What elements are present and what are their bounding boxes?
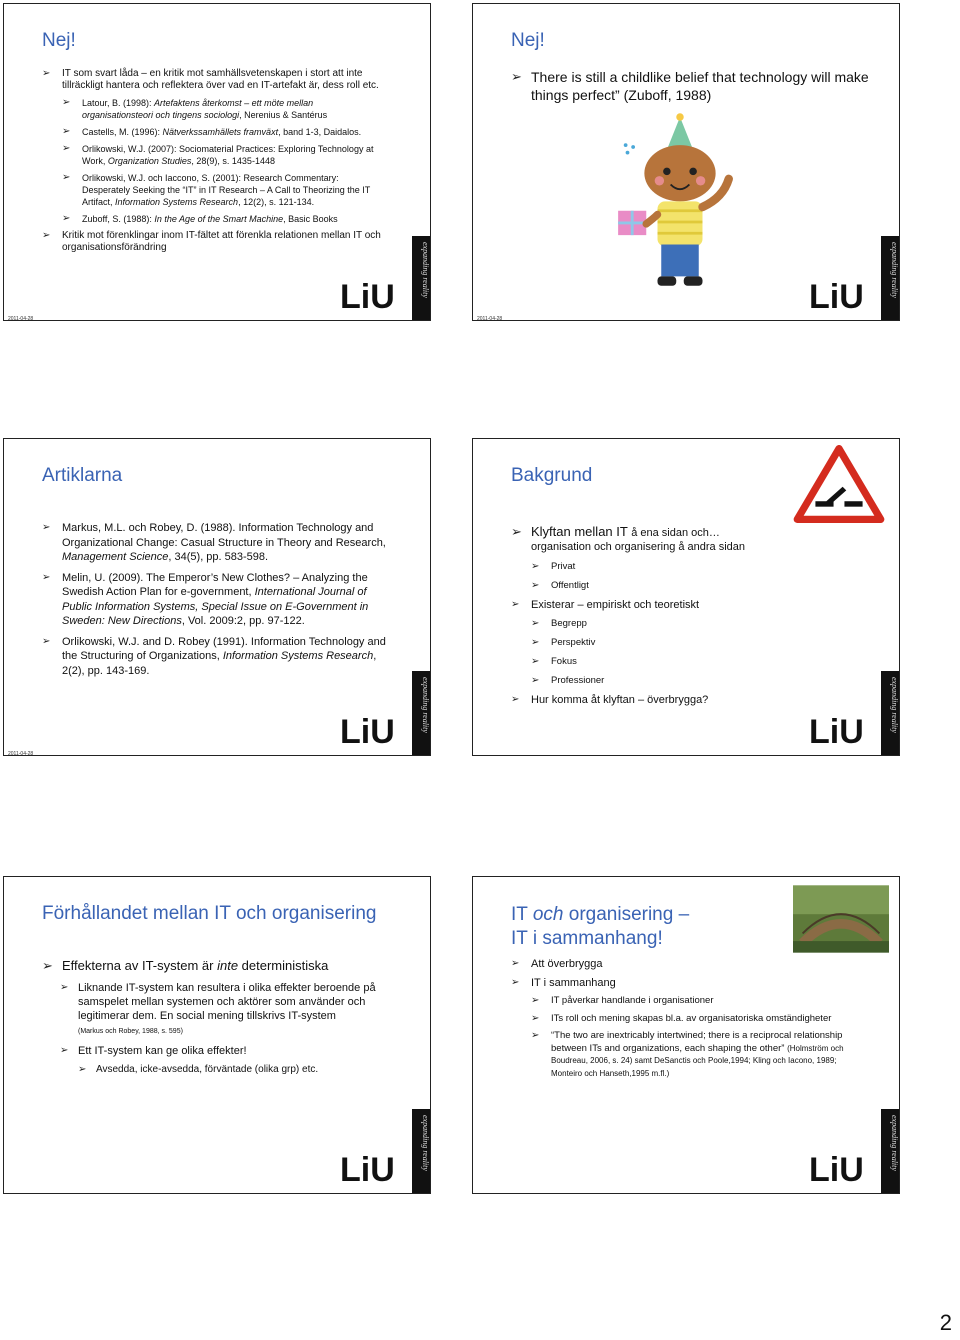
article-item: ➢ Markus, M.L. och Robey, D. (1988). Information Technology and Organizational Change: Casual Structure in Theory and Research, Management Science, 34(5), pp. 583-598. bbox=[42, 522, 386, 563]
reference-item: ➢ Latour, B. (1998): Artefaktens återkomst – ett möte mellan organisationsteori och tingens sociologi, Nerenius & Santérus bbox=[62, 97, 328, 120]
svg-text:expanding reality: expanding reality bbox=[421, 242, 430, 298]
arrow-bullet-icon: ➢ bbox=[60, 1045, 69, 1056]
sub-bullet: ➢ Begrepp bbox=[531, 618, 587, 629]
slide-it-och-organisering bbox=[472, 876, 900, 1194]
sub-sub-bullet: ➢ Avsedda, icke-avsedda, förväntade (olika grp) etc. bbox=[78, 1064, 319, 1075]
arrow-bullet-icon: ➢ bbox=[78, 1064, 87, 1075]
slide-artiklarna bbox=[3, 438, 431, 756]
liu-logo-icon bbox=[334, 671, 430, 755]
liu-logo-icon bbox=[803, 1109, 899, 1193]
reference-item: ➢ Castells, M. (1996): Nätverkssamhällets framväxt, band 1-3, Daidalos. bbox=[62, 126, 362, 137]
arrow-bullet-icon: ➢ bbox=[511, 694, 520, 705]
slide-title: Artiklarna bbox=[42, 465, 123, 486]
slide-title: Nej! bbox=[42, 30, 76, 51]
svg-text:LiU: LiU bbox=[809, 1151, 864, 1189]
slide-title: Nej! bbox=[511, 30, 545, 51]
arrow-bullet-icon: ➢ bbox=[531, 1012, 540, 1024]
arrow-bullet-icon: ➢ bbox=[62, 172, 71, 183]
arrow-bullet-icon: ➢ bbox=[511, 958, 520, 969]
arrow-bullet-icon: ➢ bbox=[531, 1030, 540, 1041]
bullet: ➢ Hur komma åt klyftan – överbrygga? bbox=[511, 694, 709, 706]
svg-text:LiU: LiU bbox=[809, 713, 864, 751]
arrow-bullet-icon: ➢ bbox=[531, 561, 540, 572]
liu-logo-icon bbox=[334, 1109, 430, 1193]
arrow-bullet-icon: ➢ bbox=[42, 635, 51, 647]
arrow-bullet-icon: ➢ bbox=[531, 675, 540, 686]
svg-text:LiU: LiU bbox=[809, 278, 864, 316]
liu-logo-icon bbox=[803, 671, 899, 755]
svg-text:expanding reality: expanding reality bbox=[421, 677, 430, 733]
reference-item: ➢ Zuboff, S. (1988): In the Age of the Smart Machine, Basic Books bbox=[62, 213, 338, 224]
bullet: ➢ Kritik mot förenklingar inom IT-fältet att förenkla relationen mellan IT och organisationsförändring bbox=[42, 230, 381, 253]
slide-forhallandet bbox=[3, 876, 431, 1194]
svg-text:LiU: LiU bbox=[340, 278, 395, 316]
svg-text:expanding reality: expanding reality bbox=[890, 677, 899, 733]
slide-title: Förhållandet mellan IT och organisering bbox=[42, 903, 377, 924]
arrow-bullet-icon: ➢ bbox=[531, 995, 540, 1006]
sub-bullet: ➢ IT påverkar handlande i organisationer bbox=[531, 995, 714, 1006]
arrow-bullet-icon: ➢ bbox=[62, 143, 71, 154]
svg-text:expanding reality: expanding reality bbox=[421, 1115, 430, 1171]
arrow-bullet-icon: ➢ bbox=[42, 522, 51, 533]
arrow-bullet-icon: ➢ bbox=[42, 68, 51, 79]
sub-bullet: ➢ Professioner bbox=[531, 675, 605, 686]
party-boy-illustration bbox=[605, 112, 755, 302]
bullet: ➢ Existerar – empiriskt och teoretiskt bbox=[511, 599, 700, 611]
svg-text:expanding reality: expanding reality bbox=[890, 1115, 899, 1171]
sub-bullet: ➢ Perspektiv bbox=[531, 637, 596, 648]
arrow-bullet-icon: ➢ bbox=[531, 637, 540, 648]
sub-bullet: ➢ Fokus bbox=[531, 656, 577, 667]
reference-item: ➢ Orlikowski, W.J. (2007): Sociomaterial Practices: Exploring Technology at Work, Organization Studies, 28(9), s. 1435-1448 bbox=[62, 143, 374, 166]
sub-bullet: ➢ Liknande IT-system kan resultera i olika effekter beroende på samspelet mellan systemen och aktörer som använder och legitimerar dem. En social mening tillskrivs IT-system (Markus och Robey, 1988, s. 595) bbox=[60, 982, 376, 1035]
gap-warning-sign-icon bbox=[793, 445, 885, 523]
article-item: ➢ Melin, U. (2009). The Emperor’s New Clothes? – Analyzing the Swedish Action Plan for e-government, International Journal of Public Information Systems, Special Issue on E-Government in Sweden: New Directions, Vol. 2009:2, pp. 97-122. bbox=[42, 571, 369, 627]
slide-nej-references bbox=[3, 3, 431, 321]
slide-nej-childlike bbox=[472, 3, 900, 321]
bullet: ➢ IT i sammanhang bbox=[511, 977, 616, 989]
slide-bakgrund bbox=[472, 438, 900, 756]
arrow-bullet-icon: ➢ bbox=[511, 69, 522, 84]
arrow-bullet-icon: ➢ bbox=[511, 977, 520, 988]
arrow-bullet-icon: ➢ bbox=[531, 580, 540, 591]
bullet: ➢ Att överbrygga bbox=[511, 958, 603, 970]
svg-text:LiU: LiU bbox=[340, 1151, 395, 1189]
sub-bullet: ➢ “The two are inextricably intertwined; there is a reciprocal relationship between ITs and organizations, each shaping the other” (Holmström och Boudreau, 2006, s. 24) samt DeSanctis och Poole,1994; Kling och Iacono, 1989; Monteiro och Hanseth,1995 m.fl.) bbox=[531, 1030, 844, 1078]
slide-title: IT och organisering – IT i sammanhang! bbox=[511, 904, 690, 949]
svg-text:LiU: LiU bbox=[340, 713, 395, 751]
sub-bullet: ➢ Ett IT-system kan ge olika effekter! bbox=[60, 1045, 247, 1057]
arrow-bullet-icon: ➢ bbox=[531, 656, 540, 667]
arrow-bullet-icon: ➢ bbox=[60, 982, 69, 993]
article-item: ➢ Orlikowski, W.J. and D. Robey (1991). Information Technology and the Structuring of Organizations, Information Systems Research, 2(2), pp. 143-169. bbox=[42, 635, 386, 677]
sub-bullet: ➢ Offentligt bbox=[531, 580, 589, 591]
bullet: ➢ There is still a childlike belief that technology will make things perfect” (Zuboff, 1988) bbox=[511, 69, 869, 103]
arrow-bullet-icon: ➢ bbox=[42, 230, 51, 241]
arrow-bullet-icon: ➢ bbox=[62, 126, 71, 137]
arrow-bullet-icon: ➢ bbox=[42, 571, 51, 583]
slide-date: 2011-04-28 bbox=[8, 751, 34, 756]
bullet: ➢ Effekterna av IT-system är inte deterministiska bbox=[42, 958, 329, 973]
arrow-bullet-icon: ➢ bbox=[531, 618, 540, 629]
slide-date: 2011-04-28 bbox=[477, 316, 503, 321]
slide-date: 2011-04-28 bbox=[8, 316, 34, 321]
sub-bullet: ➢ ITs roll och mening skapas bl.a. av organisatoriska omständigheter bbox=[531, 1012, 832, 1024]
liu-logo-icon bbox=[334, 236, 430, 320]
liu-logo-icon bbox=[803, 236, 899, 320]
arrow-bullet-icon: ➢ bbox=[62, 97, 71, 108]
sub-bullet: ➢ Privat bbox=[531, 561, 576, 572]
svg-text:expanding reality: expanding reality bbox=[890, 242, 899, 298]
reference-item: ➢ Orlikowski, W.J. och Iaccono, S. (2001): Research Commentary: Desperately Seeking the “IT” in IT Research – A Call to Theorizing the IT Artifact, Information Systems Research, 12(2), s. 121-134. bbox=[62, 172, 371, 207]
bullet: ➢ IT som svart låda – en kritik mot samhällsvetenskapen i stort att inte tillräckligt hantera och reflektera över vad en IT-artefakt är, dess roll etc. bbox=[42, 68, 379, 91]
bridge-photo-icon bbox=[793, 885, 889, 953]
bullet: ➢ Klyftan mellan IT å ena sidan och… organisation och organisering å andra sidan bbox=[511, 524, 746, 553]
arrow-bullet-icon: ➢ bbox=[511, 599, 520, 610]
arrow-bullet-icon: ➢ bbox=[511, 524, 522, 539]
page-number: 2 bbox=[939, 1310, 952, 1335]
arrow-bullet-icon: ➢ bbox=[62, 213, 71, 224]
slide-title: Bakgrund bbox=[511, 465, 593, 486]
arrow-bullet-icon: ➢ bbox=[42, 958, 53, 973]
